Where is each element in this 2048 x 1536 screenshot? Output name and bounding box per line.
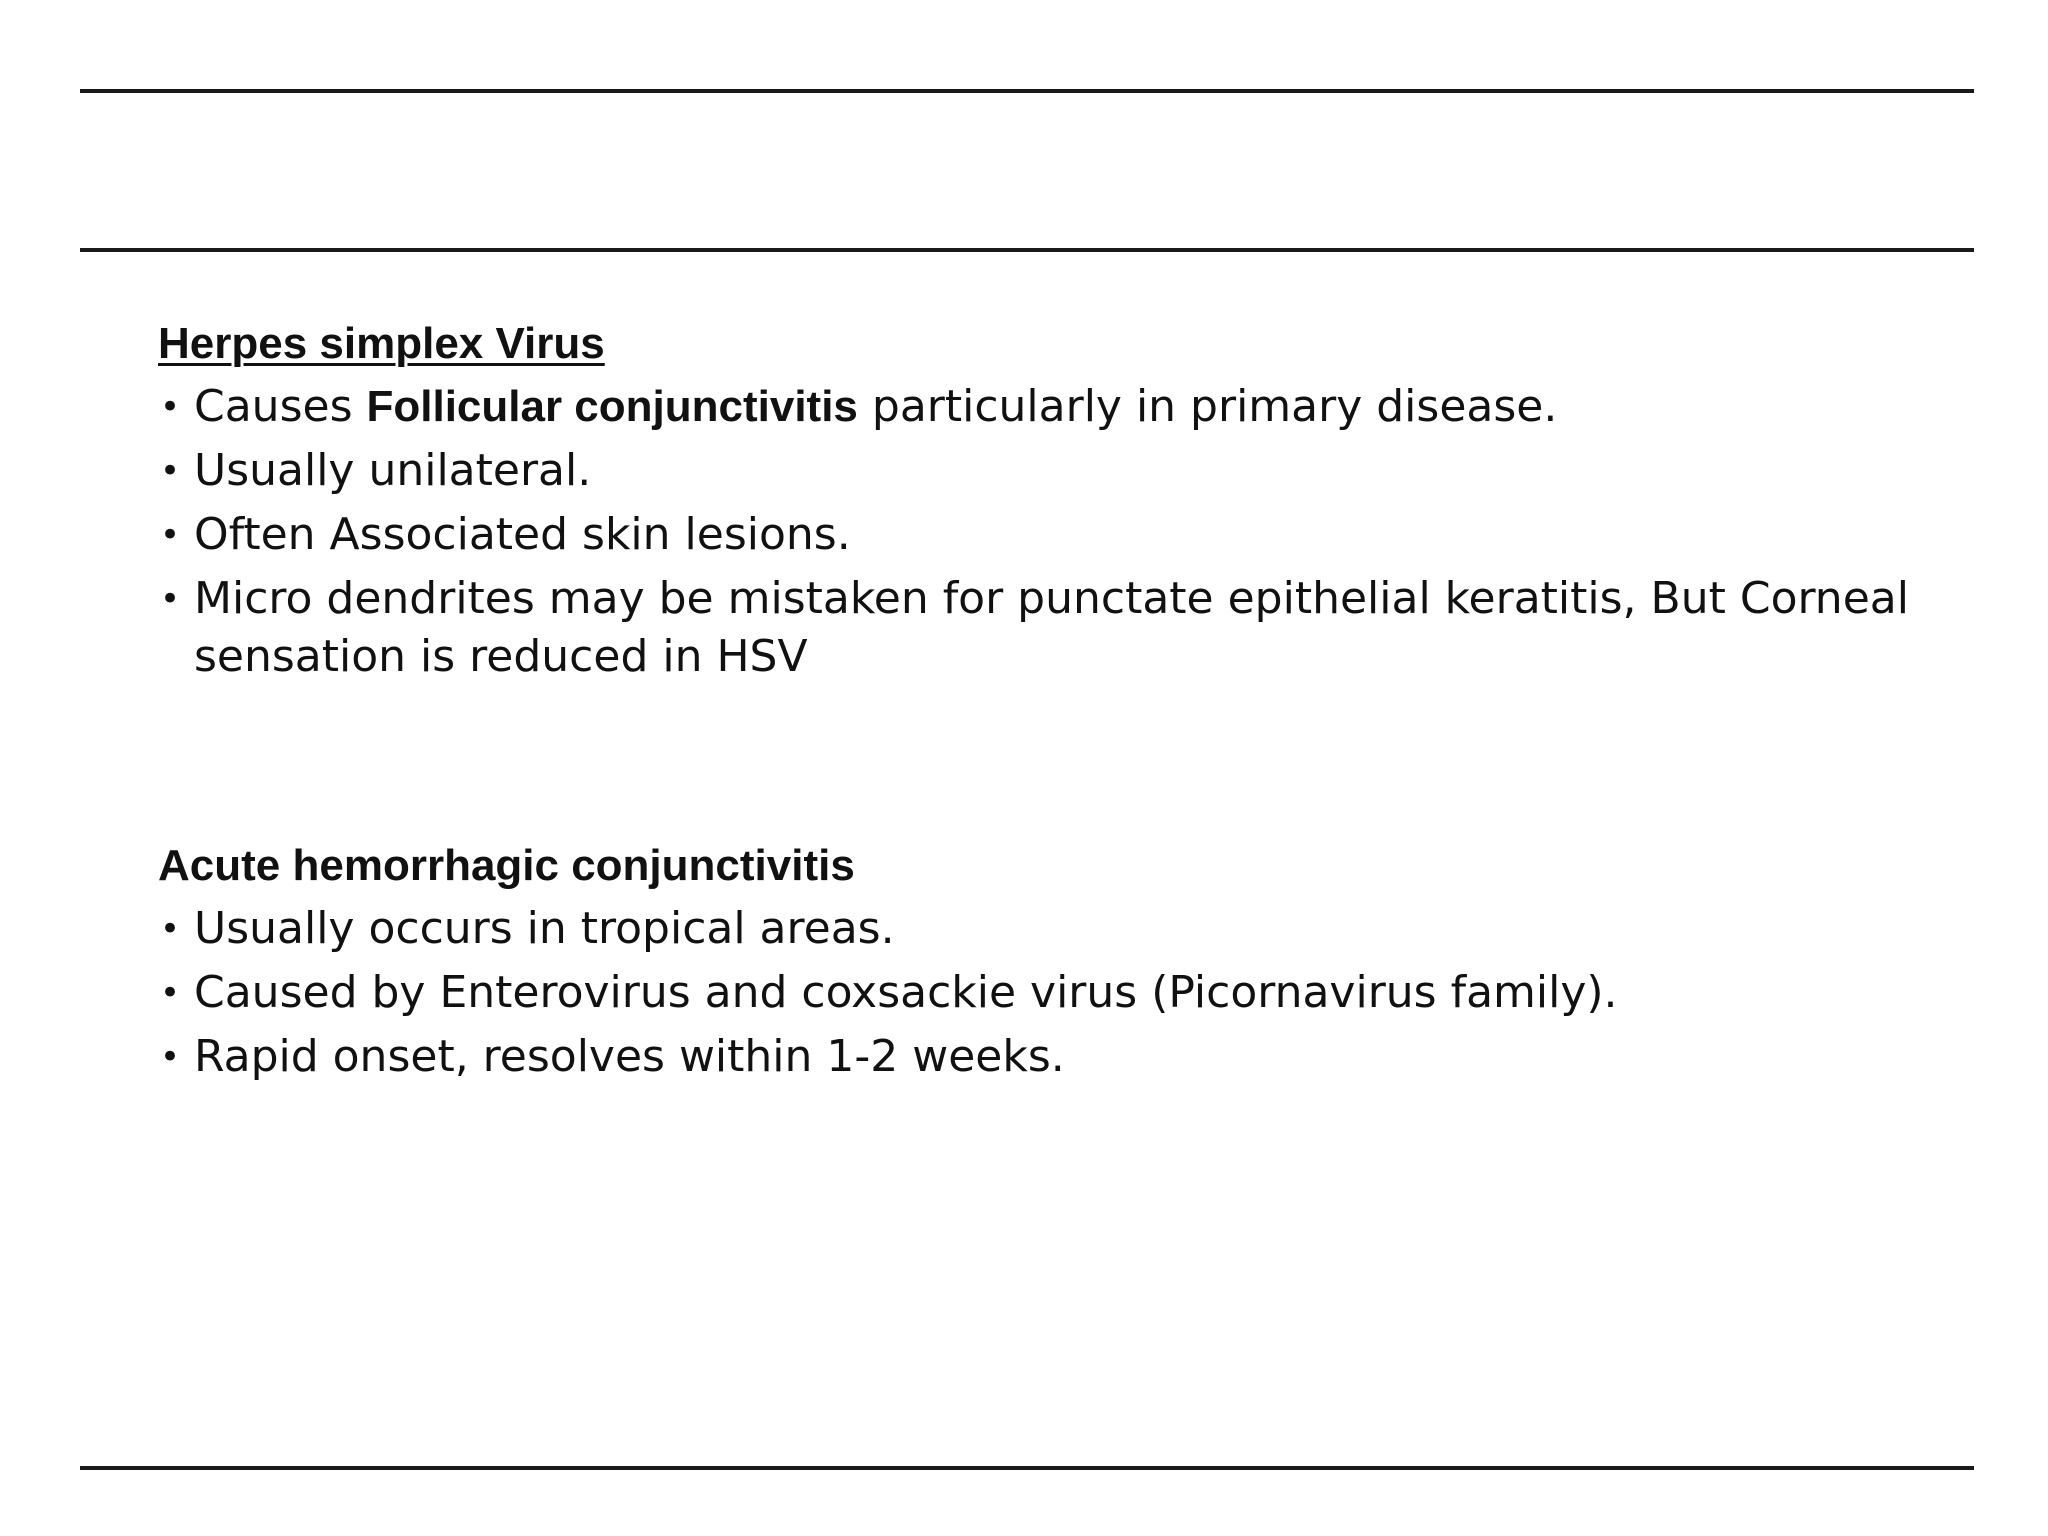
list-item (158, 900, 1958, 958)
bullet-icon: • (160, 579, 181, 619)
bullet-icon: • (160, 909, 181, 949)
top-divider (80, 89, 1974, 93)
bullet-text-line-2: sensation is reduced in HSV (194, 631, 808, 682)
bullet-icon: • (160, 1037, 181, 1077)
slide-body (158, 316, 1958, 1086)
bullet-text-bold: Follicular conjunctivitis (366, 382, 858, 431)
bullet-icon: • (160, 973, 181, 1013)
list-item (158, 570, 1958, 686)
list-item (158, 506, 1958, 564)
bullet-text-pre: Causes (194, 381, 367, 432)
bullet-icon: • (160, 387, 181, 427)
ahc-section (158, 838, 1958, 1086)
bullet-text: Often Associated skin lesions. (194, 509, 851, 560)
list-item (158, 964, 1958, 1022)
list-item (158, 442, 1958, 500)
bullet-icon: • (160, 515, 181, 555)
ahc-bullet-list (158, 900, 1958, 1086)
bullet-icon: • (160, 451, 181, 491)
hsv-heading: Herpes simplex Virus (158, 319, 605, 368)
bullet-text: Usually occurs in tropical areas. (194, 903, 895, 954)
ahc-heading: Acute hemorrhagic conjunctivitis (158, 841, 855, 890)
bullet-text: Usually unilateral. (194, 445, 592, 496)
list-item (158, 1028, 1958, 1086)
bullet-text-post: particularly in primary disease. (857, 381, 1558, 432)
bullet-text: Rapid onset, resolves within 1-2 weeks. (194, 1031, 1065, 1082)
hsv-section (158, 316, 1958, 686)
list-item (158, 378, 1958, 436)
bullet-text: Caused by Enterovirus and coxsackie virus (Picornavirus family). (194, 967, 1618, 1018)
title-divider (80, 248, 1974, 252)
hsv-bullet-list (158, 378, 1958, 686)
bottom-divider (80, 1466, 1974, 1470)
bullet-text-line-1: Micro dendrites may be mistaken for punctate epithelial keratitis, But Corneal (194, 573, 1909, 624)
